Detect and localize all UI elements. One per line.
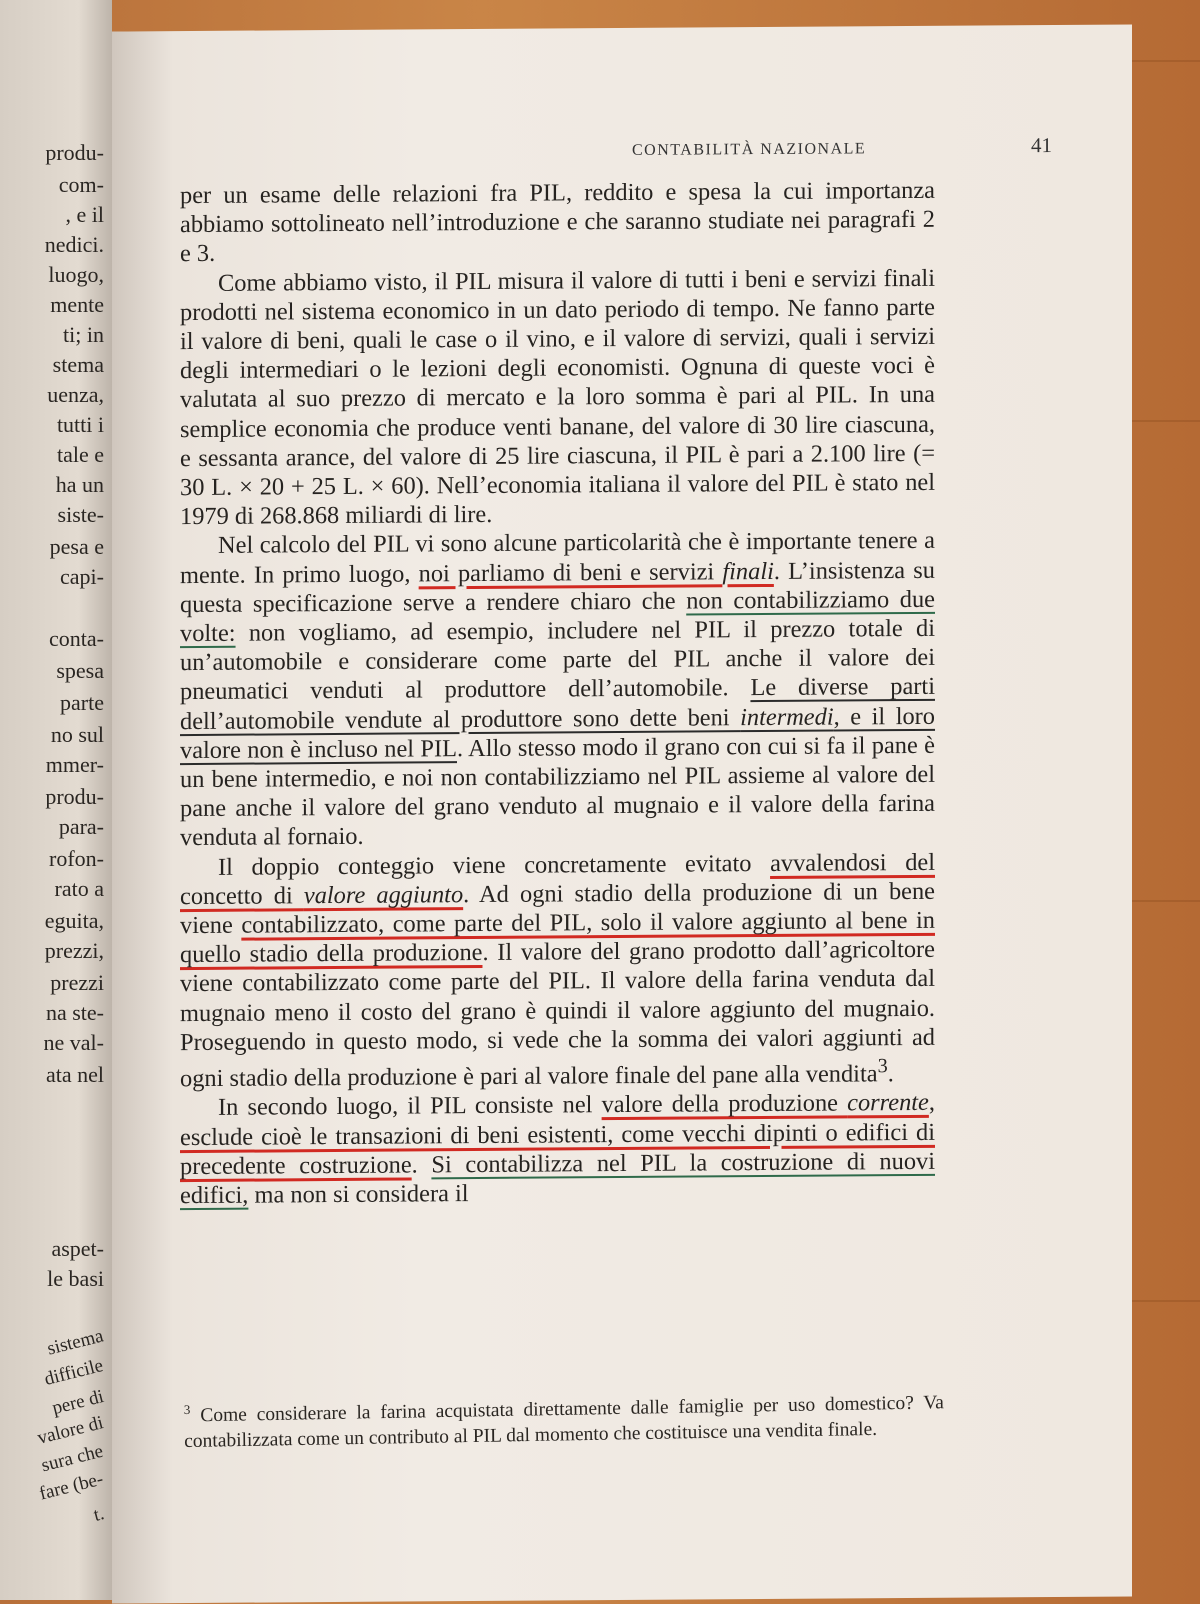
- paragraph: [180, 263, 935, 531]
- left-page-text: pere di: [49, 1386, 106, 1420]
- left-page-text: produ-: [45, 784, 104, 809]
- left-page: [0, 0, 112, 1600]
- text-run: In secondo luogo, il PIL consiste nel: [218, 1091, 602, 1122]
- paragraph: [180, 526, 935, 853]
- left-page-text: pesa e: [49, 534, 104, 559]
- right-page: [112, 24, 1132, 1603]
- left-page-text: mente: [50, 292, 104, 317]
- red-underlined-text: [602, 1089, 929, 1118]
- left-page-text: conta-: [49, 626, 104, 651]
- body-text: [180, 176, 935, 1211]
- text-run: . Allo stesso modo il grano con cui si fa il pane è un bene intermedio, e noi non contabilizziamo nel PIL assieme al valore del pane anche il valore del grano venduto al mugnaio e il valore della farina venduta al fornaio.: [180, 731, 935, 852]
- left-page-text: rofon-: [49, 846, 104, 871]
- footnote-text: Come considerare la farina acquistata direttamente dalle famiglie per uso domestico? Va contabilizzata come un contributo al PIL dal momento che costituisce una vendita finale.: [184, 1392, 944, 1452]
- green-underlined-text: Si contabilizza nel PIL la costruzione di nuovi edifici,: [180, 1147, 935, 1210]
- paragraph: [180, 1088, 935, 1210]
- left-page-text: le basi: [47, 1266, 104, 1291]
- left-page-text: sistema: [45, 1325, 106, 1360]
- footnote-ref: 3: [877, 1055, 888, 1078]
- red-underlined-text: esclude cioè le transazioni di beni esistenti, come vecchi dipinti o edifici di precedente costruzione: [180, 1118, 935, 1180]
- text-run: . Il valore del grano prodotto dall’agricoltore viene contabilizzato come parte del PIL. Il valore della farina venduta dal mugnaio meno il costo del grano è quindi il valore aggiunto del mugnaio. Proseguendo in questo modo, si vede che la somma dei valori aggiunti ad ogni stadio della produzione è pari al valore finale del pane alla vendita: [180, 936, 935, 1093]
- left-page-text: no sul: [50, 722, 104, 747]
- footnote-marker: 3: [183, 1401, 191, 1418]
- text-run: .: [411, 1151, 432, 1179]
- left-page-text: sura che: [39, 1440, 106, 1477]
- paragraph: [180, 847, 935, 1093]
- page-number: 41: [1031, 132, 1052, 158]
- text-run: , e il loro valore non è incluso nel PIL: [180, 702, 936, 764]
- text-run: noi parliamo di beni e servizi: [418, 557, 723, 588]
- text-run: .: [887, 1060, 894, 1088]
- footnote: [184, 1384, 945, 1454]
- left-page-text: fare (be-: [37, 1468, 106, 1505]
- left-page-text: parte: [60, 690, 104, 715]
- left-page-text: , e il: [65, 202, 104, 227]
- text-run: non vogliamo, ad esempio, includere nel PIL il prezzo totale di un’automobile e considerare come parte del PIL anche il valore dei pneumatici venduti al produttore dell’automobile.: [180, 614, 935, 706]
- left-page-text: eguita,: [44, 908, 104, 933]
- text-run: valore della produzione: [601, 1089, 848, 1119]
- text-run: . Ad ogni stadio della produzione di un bene viene: [180, 877, 935, 940]
- left-page-text: t.: [91, 1503, 107, 1526]
- left-page-text: mmer-: [45, 752, 104, 777]
- left-page-text: stema: [52, 352, 104, 377]
- left-page-text: ha un: [55, 472, 104, 497]
- left-page-text: produ-: [45, 140, 104, 165]
- paragraph: [180, 176, 935, 269]
- left-page-text: ata nel: [45, 1062, 104, 1087]
- text-run: per un esame delle relazioni fra PIL, reddito e spesa la cui importanza abbiamo sottolineato nell’introduzione e che saranno studiate nei paragrafi 2 e 3.: [180, 176, 935, 268]
- text-run: Le diverse parti dell’automobile vendute al produttore sono dette beni: [180, 673, 935, 735]
- left-page-text: valore di: [35, 1412, 106, 1449]
- left-page-text: prezzi: [50, 970, 104, 995]
- red-underlined-text: [419, 558, 774, 587]
- italic-text: corrente: [847, 1089, 929, 1117]
- text-run: . L’insistenza su questa specificazione serve a rendere chiaro che: [180, 556, 935, 618]
- left-page-text: capi-: [60, 564, 104, 589]
- text-run: ma non si considera il: [248, 1180, 469, 1209]
- left-page-text: rato a: [54, 876, 104, 901]
- text-run: ,: [928, 1089, 935, 1117]
- red-underlined-text: contabilizzato, come parte del PIL, solo il valore aggiunto al bene in quello stadio della produzione: [180, 906, 935, 969]
- text-run: Nel calcolo del PIL vi sono alcune particolarità che è importante tenere a mente. In primo luogo,: [180, 527, 935, 589]
- italic-text: valore aggiunto: [303, 880, 464, 910]
- left-page-text: ne val-: [43, 1030, 104, 1055]
- text-run: Il doppio conteggio viene concretamente evitato: [218, 849, 771, 881]
- left-page-text: ti; in: [63, 322, 104, 347]
- left-page-text: spesa: [56, 658, 104, 683]
- left-page-text: para-: [58, 814, 104, 839]
- left-page-text: na ste-: [45, 1000, 104, 1025]
- text-run: avvalendosi del concetto di: [180, 848, 935, 910]
- italic-text: intermedi: [740, 703, 834, 731]
- left-page-text: siste-: [57, 502, 104, 527]
- left-page-text: tale e: [56, 442, 104, 467]
- left-page-text: difficile: [42, 1355, 106, 1390]
- left-page-text: luogo,: [48, 262, 104, 287]
- running-title: CONTABILITÀ NAZIONALE: [632, 140, 867, 159]
- left-page-text: tutti i: [56, 412, 104, 437]
- green-underlined-text: non contabilizziamo due volte:: [180, 585, 935, 648]
- left-page-text: nedici.: [44, 232, 104, 257]
- left-page-text: prezzi,: [44, 938, 104, 963]
- text-run: Come abbiamo visto, il PIL misura il valore di tutti i beni e servizi finali prodotti nel sistema economico in un dato periodo di tempo. Ne fanno parte il valore di beni, quali le case o il vino, e il valore di servizi, quali i servizi degli intermediari o le lezioni degli economisti. Ognuna di queste voci è valutata al suo prezzo di mercato e la loro somma è pari al PIL. In una semplice economia che produce venti banane, del valore di 30 lire ciascuna, e sessanta arance, del valore di 25 lire ciascuna, il PIL è pari a 2.100 lire (= 30 L. × 20 + 25 L. × 60). Nell’economia italiana il valore del PIL è stato nel 1979 di 268.868 miliardi di lire.: [180, 264, 935, 531]
- running-head: [632, 133, 1052, 161]
- left-page-text: aspet-: [51, 1236, 104, 1261]
- left-page-text: uenza,: [47, 382, 104, 407]
- italic-text: finali: [722, 557, 774, 585]
- left-page-text: com-: [58, 172, 104, 197]
